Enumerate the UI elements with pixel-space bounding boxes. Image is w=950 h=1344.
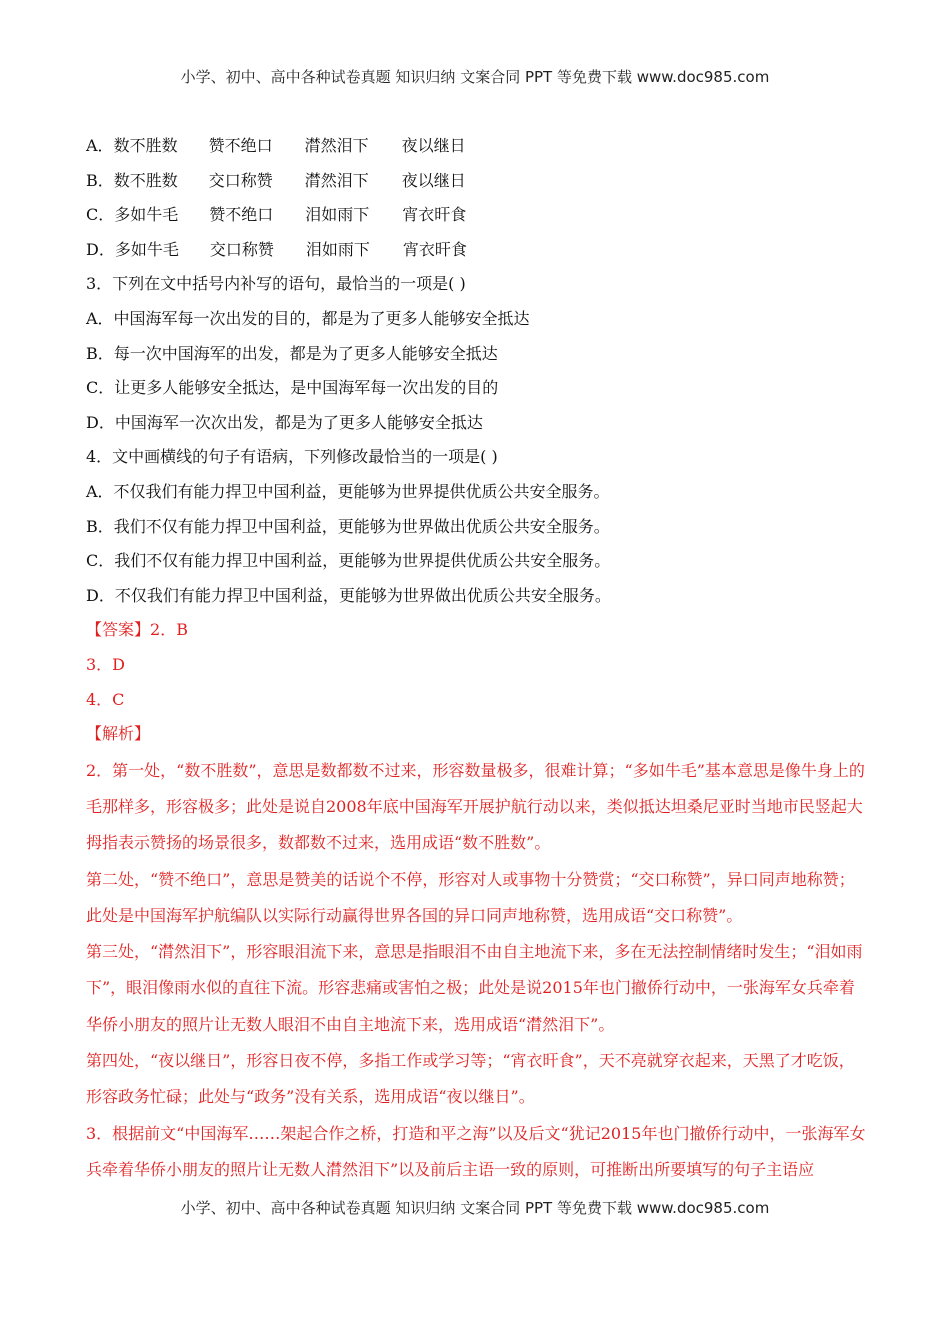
q3-option-d: D．中国海军一次次出发，都是为了更多人能够安全抵达	[86, 412, 483, 432]
answer-3: 3．D	[86, 654, 126, 674]
q4-stem: 4．文中画横线的句子有语病，下列修改最恰当的一项是( )	[86, 447, 498, 467]
analysis-paragraph-1: 2．第一处，“数不胜数”，意思是数都数不过来，形容数量极多，很难计算；“多如牛毛”基本意思是像牛身上的毛那样多，形容极多；此处是说自2008年底中国海军开展护航行动以来，类似抵达坦桑尼亚时当地市民竖起大拇指表示赞扬的场景很多，数都数不过来，选用成语“数不胜数”。	[86, 760, 865, 853]
q2-option-c: C．多如牛毛 赞不绝口 泪如雨下 宵衣旰食	[86, 205, 467, 225]
analysis-paragraph-2: 第二处，“赞不绝口”，意思是赞美的话说个不停，形容对人或事物十分赞赏；“交口称赞”，异口同声地称赞；此处是中国海军护航编队以实际行动赢得世界各国的异口同声地称赞，选用成语“交口称赞”。	[86, 869, 855, 925]
q3-stem: 3．下列在文中括号内补写的语句，最恰当的一项是( )	[86, 274, 466, 294]
document-body	[86, 136, 866, 1188]
q4-option-d: D．不仅我们有能力捍卫中国利益，更能够为世界做出优质公共安全服务。	[86, 585, 611, 605]
answer-label: 【答案】	[86, 620, 151, 640]
q2-option-a: A．数不胜数 赞不绝口 潸然泪下 夜以继日	[86, 136, 466, 155]
answer-4: 4．C	[86, 689, 125, 709]
q3-option-b: B．每一次中国海军的出发，都是为了更多人能够安全抵达	[86, 343, 498, 363]
answer-2: 2．B	[150, 620, 188, 640]
analysis-paragraph-3: 第三处，“潸然泪下”，形容眼泪流下来，意思是指眼泪不由自主地流下来，多在无法控制情绪时发生；“泪如雨下”，眼泪像雨水似的直往下流。形容悲痛或害怕之极；此处是说2015年也门撤侨行动中，一张海军女兵牵着华侨小朋友的照片让无数人眼泪不由自主地流下来，选用成语“潸然泪下”。	[86, 942, 863, 1034]
q2-option-d: D．多如牛毛 交口称赞 泪如雨下 宵衣旰食	[86, 239, 467, 259]
analysis-paragraph-4: 第四处，“夜以继日”，形容日夜不停，多指工作或学习等；“宵衣旰食”，天不亮就穿衣起来，天黑了才吃饭，形容政务忙碌；此处与“政务”没有关系，选用成语“夜以继日”。	[86, 1051, 855, 1107]
q4-option-c: C．我们不仅有能力捍卫中国利益，更能够为世界提供优质公共安全服务。	[86, 551, 611, 571]
analysis-paragraph-5: 3．根据前文“中国海军……架起合作之桥，打造和平之海”以及后文“犹记2015年也门撤侨行动中，一张海军女兵牵着华侨小朋友的照片让无数人潸然泪下”以及前后主语一致的原则，可推断出所要填写的句子主语应	[86, 1123, 866, 1179]
q4-option-b: B．我们不仅有能力捍卫中国利益，更能够为世界做出优质公共安全服务。	[86, 516, 610, 536]
q3-option-a: A．中国海军每一次出发的目的，都是为了更多人能够安全抵达	[86, 308, 530, 328]
analysis-label: 【解析】	[86, 724, 151, 744]
page-footer: 小学、初中、高中各种试卷真题 知识归纳 文案合同 PPT 等免费下载 www.doc985.com	[180, 1199, 770, 1217]
q2-option-b: B．数不胜数 交口称赞 潸然泪下 夜以继日	[86, 170, 466, 190]
answer-line	[86, 620, 866, 640]
page-header: 小学、初中、高中各种试卷真题 知识归纳 文案合同 PPT 等免费下载 www.doc985.com	[180, 68, 770, 86]
q4-option-a: A．不仅我们有能力捍卫中国利益，更能够为世界提供优质公共安全服务。	[86, 481, 610, 501]
q3-option-c: C．让更多人能够安全抵达，是中国海军每一次出发的目的	[86, 378, 499, 398]
